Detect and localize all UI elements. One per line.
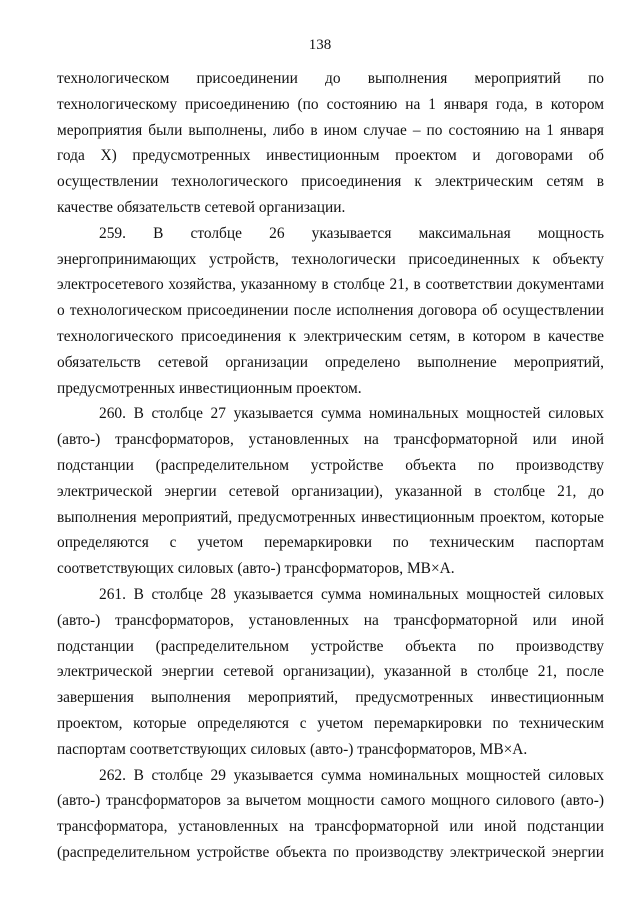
paragraph-261: 261. В столбце 28 указывается сумма номинальных мощностей силовых (авто-) трансформаторов, установленных на трансформаторной или иной подстанции (распределительном устройстве объекта по производству электрической энергии сетевой организации), указанной в столбце 21, после завершения выполнения мероприятий, предусмотренных инвестиционным проектом, которые определяются с учетом перемаркировки по техническим паспортам соответствующих силовых (авто-) трансформаторов, МВ×А. bbox=[57, 585, 604, 758]
paragraph-262: 262. В столбце 29 указывается сумма номинальных мощностей силовых (авто-) трансформаторов за вычетом мощности самого мощного силового (авто-) трансформатора, установленных на трансформаторной или иной подстанции (распределительном устройстве объекта по производству электрической энергии bbox=[57, 766, 604, 861]
paragraph-259: 259. В столбце 26 указывается максимальная мощность энергопринимающих устройств, технологически присоединенных к объекту электросетевого хозяйства, указанному в столбце 21, в соответствии документами о технологическом присоединении после исполнения договора об осуществлении технологического присоединения к электрическим сетям, в котором в качестве обязательств сетевой организации определено выполнение мероприятий, предусмотренных инвестиционным проектом. bbox=[57, 224, 604, 397]
paragraph-260: 260. В столбце 27 указывается сумма номинальных мощностей силовых (авто-) трансформаторов, установленных на трансформаторной или иной подстанции (распределительном устройстве объекта по производству электрической энергии сетевой организации), указанной в столбце 21, до выполнения мероприятий, предусмотренных инвестиционным проектом, которые определяются с учетом перемаркировки по техническим паспортам соответствующих силовых (авто-) трансформаторов, МВ×А. bbox=[57, 405, 604, 578]
document-body bbox=[57, 66, 604, 866]
page-number: 138 bbox=[308, 37, 332, 53]
paragraph-continuation: технологическом присоединении до выполнения мероприятий по технологическому присоединению (по состоянию на 1 января года, в котором мероприятия были выполнены, либо в ином случае – по состоянию на 1 января года X) предусмотренных инвестиционным проектом и договорами об осуществлении технологического присоединения к электрическим сетям в качестве обязательств сетевой организации. bbox=[57, 70, 604, 216]
